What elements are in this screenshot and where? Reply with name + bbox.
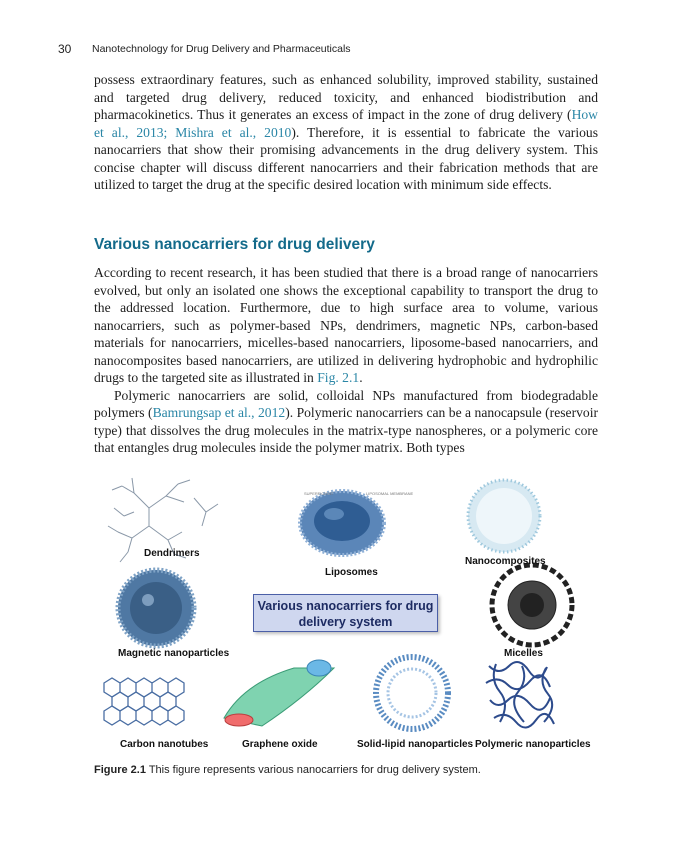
- running-header: [58, 40, 636, 60]
- label-micelles: Micelles: [504, 648, 543, 659]
- micelle-icon: [492, 565, 572, 645]
- para1-text-a: possess extraordinary features, such as enhanced solubility, improved stability, sustained and targeted drug delivery, reduced toxicity, and enhanced biodistribution and pharmacokinetics. Thus it generates an excess of impact in the zone of drug delivery (: [94, 72, 598, 122]
- paragraph-1: [94, 71, 598, 194]
- para1-text-b: ). Therefore, it is essential to fabricate the various nanocarriers that show their promising advancements in the drug delivery system. This concise chapter will discuss different nanocarriers and their fabrication methods that are utilized to target the drug at the specific desired location with minimum side effects.: [94, 124, 598, 192]
- carbon-nanotubes-icon: [104, 678, 184, 725]
- figure-center-title-box: [253, 594, 438, 632]
- liposome-icon: [300, 491, 384, 555]
- caption-text: This figure represents various nanocarriers for drug delivery system.: [148, 764, 481, 776]
- figure-caption: [94, 764, 598, 776]
- nanocomposite-icon: [468, 480, 540, 552]
- label-solid-lipid-nanoparticles: Solid-lipid nanoparticles: [357, 739, 474, 750]
- magnetic-nanoparticle-icon: [118, 570, 194, 646]
- figure-reference-link[interactable]: Fig. 2.1: [317, 370, 360, 385]
- label-nanocomposites: Nanocomposites: [465, 556, 546, 567]
- caption-label: Figure 2.1: [94, 764, 146, 776]
- figure-2-1: [94, 468, 598, 755]
- page-number: 30: [58, 42, 72, 56]
- label-graphene-oxide: Graphene oxide: [242, 739, 318, 750]
- solid-lipid-nanoparticle-icon: [376, 657, 448, 729]
- label-carbon-nanotubes: Carbon nanotubes: [120, 739, 209, 750]
- label-magnetic-nanoparticles: Magnetic nanoparticles: [118, 648, 230, 659]
- graphene-oxide-icon: [224, 660, 334, 726]
- paragraph-2-3: [94, 264, 598, 457]
- para3-text-a: Polymeric nanocarriers are solid, colloidal NPs manufactured from biodegradable polymers (: [94, 387, 598, 420]
- label-polymeric-nanoparticles: Polymeric nanoparticles: [475, 739, 591, 750]
- para3-citation-link[interactable]: Bamrungsap et al., 2012: [152, 405, 286, 420]
- para3-text-b: ). Polymeric nanocarriers can be a nanocapsule (reservoir type) that dissolves the drug molecules in the matrix-type nanospheres, or a polymeric core that entangles drug molecules inside the polymer matrix. Both types: [94, 405, 598, 455]
- para1-citation-link[interactable]: How et al., 2013; Mishra et al., 2010: [94, 107, 598, 140]
- liposome-tag-left: SUPERFICIENT: [304, 491, 334, 496]
- book-title: Nanotechnology for Drug Delivery and Pharmaceuticals: [92, 43, 351, 55]
- para2-text-b: .: [359, 370, 363, 385]
- label-liposomes: Liposomes: [325, 567, 378, 578]
- label-dendrimers: Dendrimers: [144, 548, 200, 559]
- para2-text-a: According to recent research, it has been studied that there is a broad range of nanocarriers evolved, but only an isolated one shows the exceptional capability to transport the drug to the addressed location. Furthermore, due to high surface area to volume, various nanocarriers, such as polymer-based NPs, dendrimers, magnetic NPs, carbon-based materials for nanocarriers, micelles-based nanocarriers, liposome-based nanocarriers, and nanocomposites based nanocarriers, are utilized in delivering hydrophobic and hydrophilic drugs to the targeted site as illustrated in: [94, 265, 598, 385]
- section-heading: Various nanocarriers for drug delivery: [94, 236, 375, 253]
- center-title-line-1: Various nanocarriers for drug: [257, 599, 434, 613]
- center-title-line-2: delivery system: [298, 615, 393, 629]
- polymeric-nanoparticle-icon: [486, 662, 554, 728]
- liposome-tag-right: LIPOSOMAL MEMBRANE: [366, 491, 414, 496]
